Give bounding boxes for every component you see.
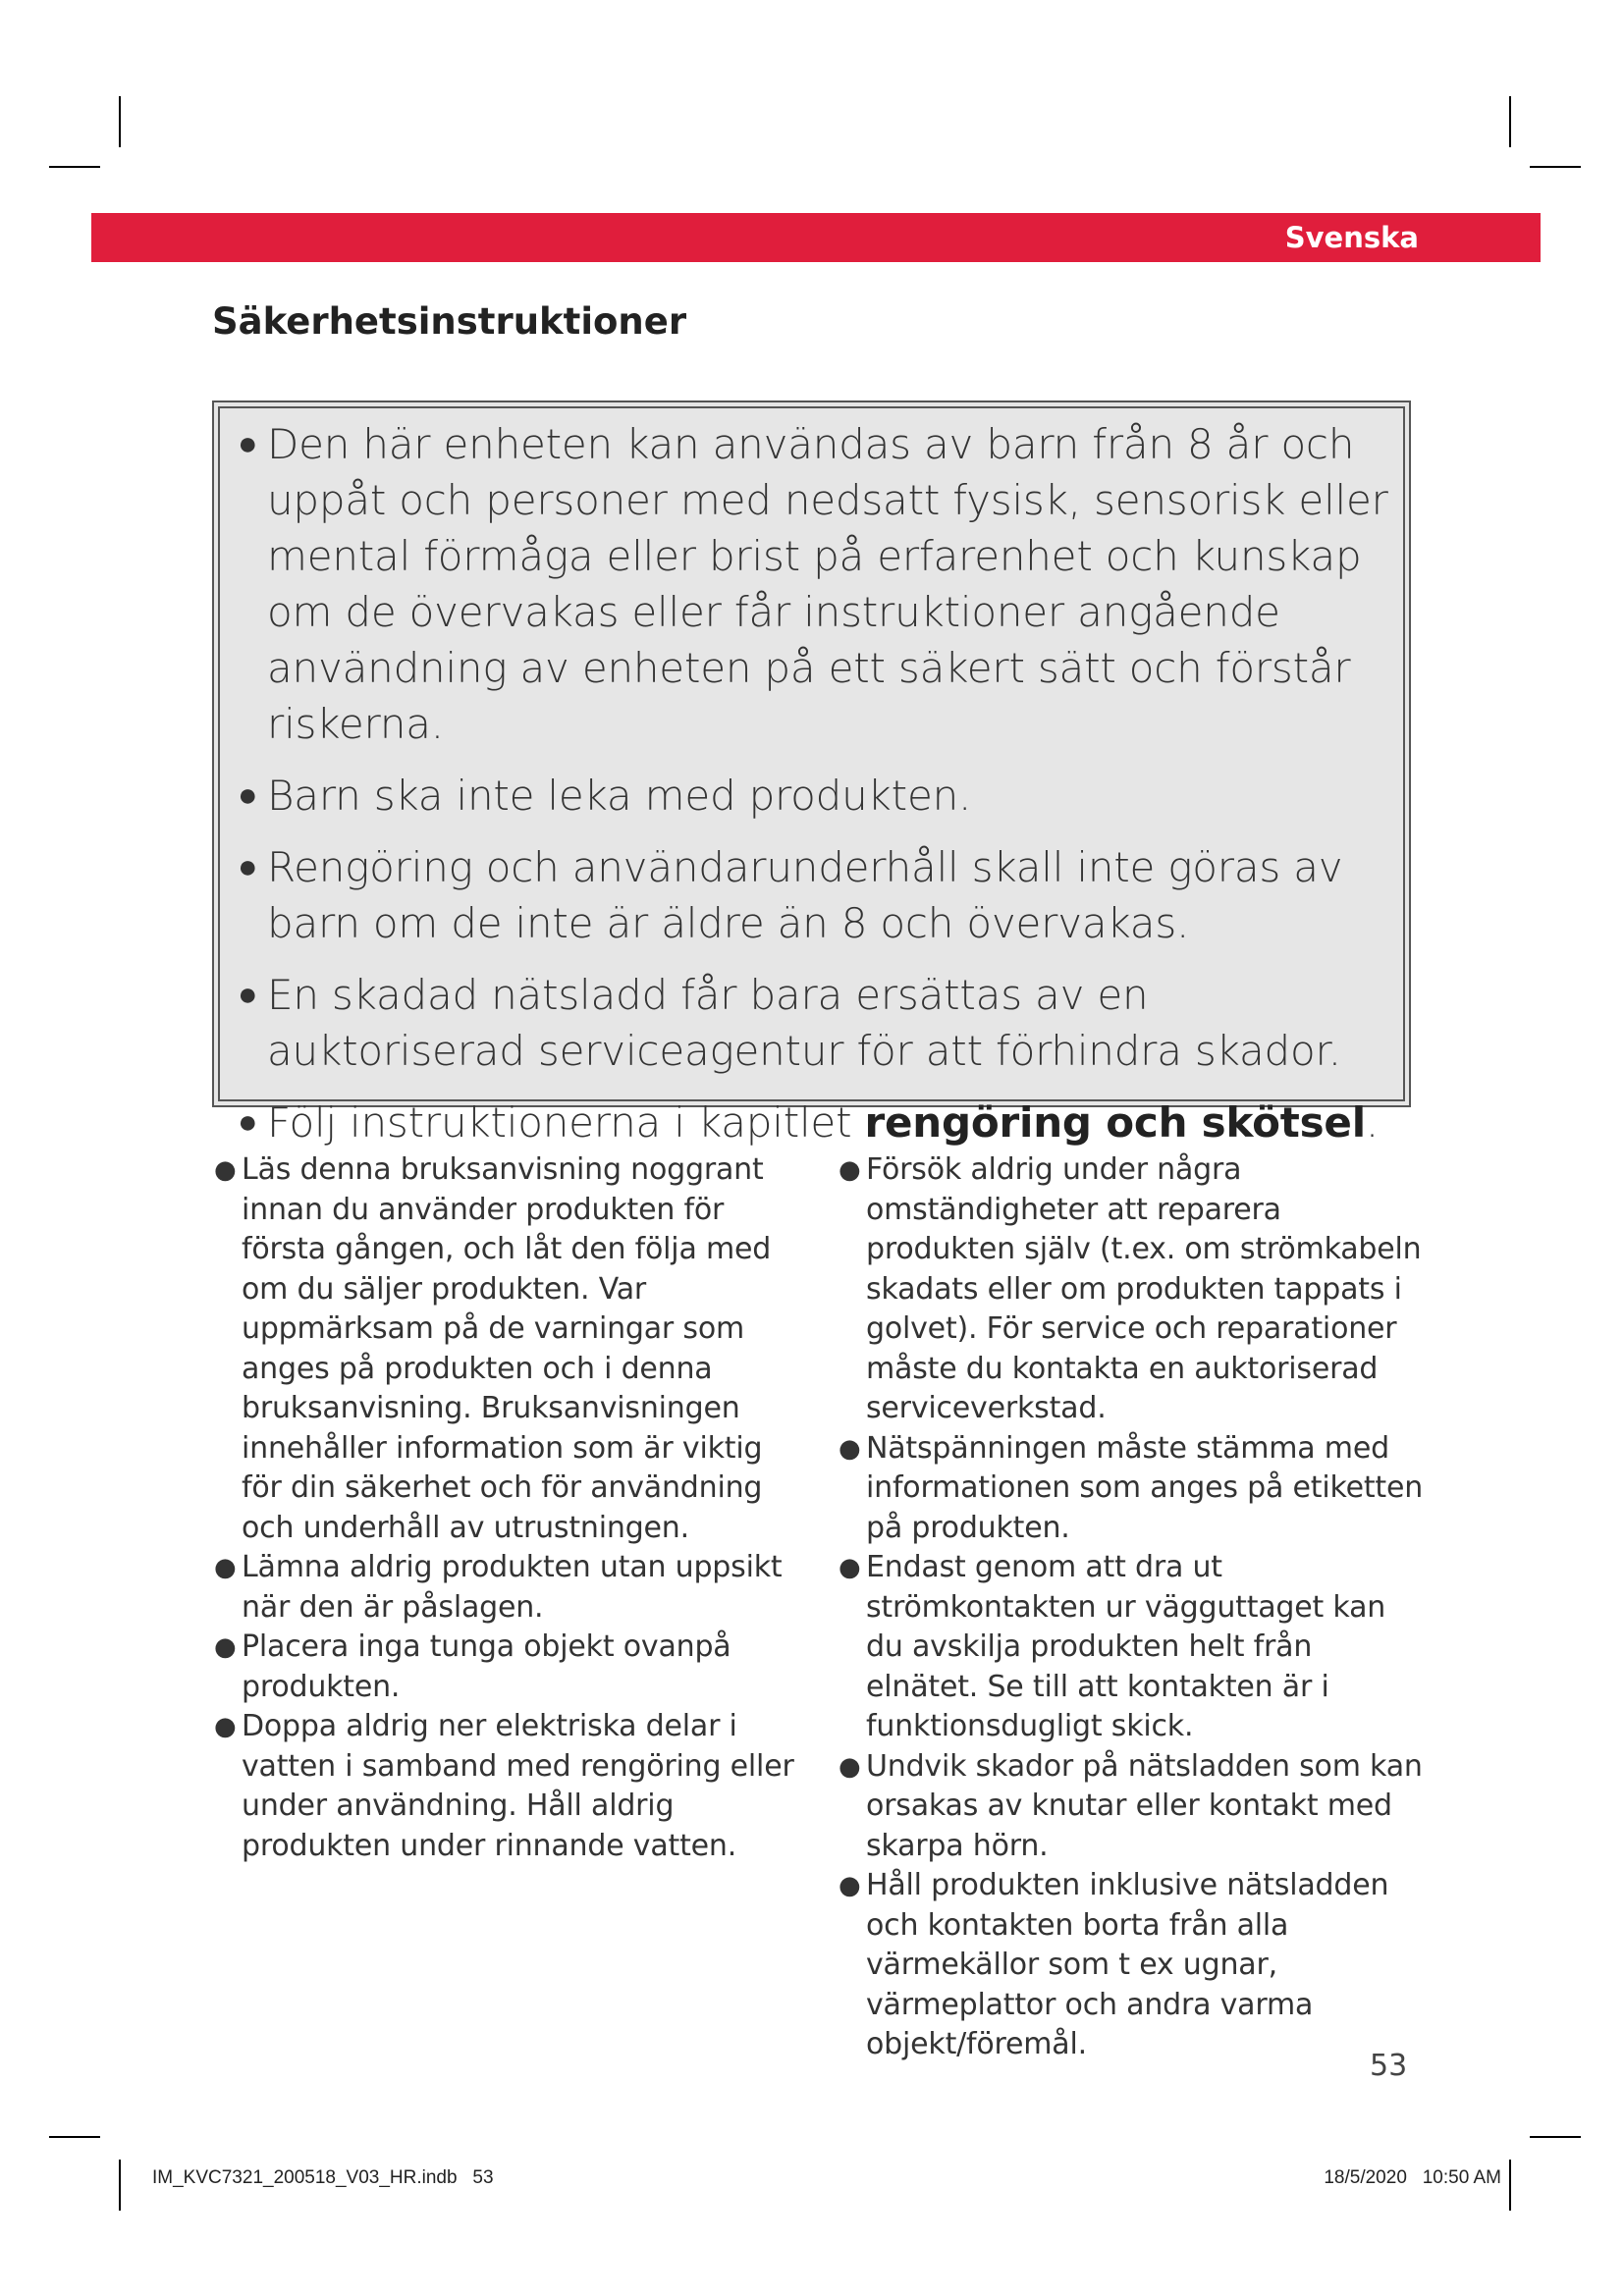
bullet-icon: ● <box>214 1553 237 1582</box>
right-column <box>837 1150 1426 2065</box>
warning-text-end: . <box>1365 1098 1380 1147</box>
left-instruction-list <box>212 1150 801 1866</box>
bullet-icon: ● <box>214 1632 237 1662</box>
bullet-icon: ● <box>214 1155 237 1185</box>
warning-item <box>238 768 1389 824</box>
list-item-text: Nätspänningen måste stämma med informationen som anges på etiketten på produkten. <box>866 1430 1424 1545</box>
list-item <box>212 1628 801 1707</box>
bullet-icon: ● <box>238 847 258 886</box>
list-item-text: Doppa aldrig ner elektriska delar i vatten i samband med rengöring eller under användning. Håll aldrig produkten under rinnande vatten. <box>242 1709 794 1863</box>
warning-bold-text: rengöring och skötsel <box>864 1098 1366 1147</box>
list-item-text: Endast genom att dra ut strömkontakten ur vägguttaget kan du avskilja produkten helt från elnätet. Se till att kontakten är i funktionsdugligt skick. <box>866 1550 1386 1743</box>
list-item-text: Undvik skador på nätsladden som kan orsakas av knutar eller kontakt med skarpa hörn. <box>866 1748 1423 1863</box>
warning-text: Barn ska inte leka med produkten. <box>267 772 972 820</box>
bullet-icon: ● <box>238 424 258 463</box>
bullet-icon: ● <box>238 775 258 815</box>
list-item <box>212 1150 801 1548</box>
list-item <box>837 1548 1426 1747</box>
list-item-text: Håll produkten inklusive nätsladden och kontakten borta från alla värmekällor som t ex ugnar, värmeplattor och andra varma objekt/föremål. <box>866 1868 1389 2061</box>
list-item-text: Placera inga tunga objekt ovanpå produkten. <box>242 1629 731 1704</box>
bullet-icon: ● <box>214 1712 237 1741</box>
footer-file-info <box>152 2167 494 2189</box>
crop-mark-bottom-left-horizontal <box>49 2136 100 2138</box>
warning-text: Följ instruktionerna i kapitlet <box>267 1098 865 1147</box>
list-item-text: Lämna aldrig produkten utan uppsikt när den är påslagen. <box>242 1550 783 1625</box>
safety-warning-box <box>212 400 1411 1147</box>
section-title: Säkerhetsinstruktioner <box>212 300 687 343</box>
crop-mark-top-left-horizontal <box>49 166 100 168</box>
footer-file-text: IM_KVC7321_200518_V03_HR.indb 53 <box>152 2167 494 2188</box>
bullet-icon: ● <box>839 1871 861 1900</box>
warning-list <box>238 416 1389 1150</box>
crop-mark-bottom-left-vertical <box>119 2160 121 2211</box>
bullet-icon: ● <box>839 1433 861 1464</box>
crop-mark-top-left-vertical <box>119 96 121 147</box>
list-item <box>212 1707 801 1866</box>
list-item <box>837 1866 1426 2065</box>
warning-text: Den här enheten kan användas av barn från 8 år och uppåt och personer med nedsatt fysisk, sensorisk eller mental förmåga eller brist på erfarenhet och kunskap om de övervakas eller får instruktioner angående användning av enheten på ett säkert sätt och förstår riskerna. <box>267 420 1388 748</box>
language-header-bar <box>91 213 1541 262</box>
list-item-text: Läs denna bruksanvisning noggrant innan du använder produkten för första gången, och låt den följa med om du säljer produkten. Var uppmärksam på de varningar som anges på produkten och i denna bruksanvisning. Bruksanvisningen innehåller information som är viktig för din säkerhet och för användning och underhåll av utrustningen. <box>242 1152 772 1545</box>
list-item <box>837 1747 1426 1867</box>
bullet-icon: ● <box>238 975 258 1014</box>
crop-mark-bottom-right-horizontal <box>1530 2136 1581 2138</box>
warning-item <box>238 1095 1389 1150</box>
crop-mark-top-right-horizontal <box>1530 166 1581 168</box>
right-instruction-list <box>837 1150 1426 2065</box>
bullet-icon: ● <box>839 1155 861 1185</box>
language-label: Svenska <box>1284 221 1419 254</box>
footer-date-info <box>1324 2167 1501 2189</box>
crop-mark-bottom-right-vertical <box>1509 2160 1511 2211</box>
warning-item <box>238 967 1389 1079</box>
crop-mark-top-right-vertical <box>1509 96 1511 147</box>
warning-item <box>238 416 1389 752</box>
footer-date-text: 18/5/2020 10:50 AM <box>1324 2167 1501 2188</box>
list-item <box>837 1150 1426 1429</box>
list-item-text: Försök aldrig under några omständigheter att reparera produkten själv (t.ex. om strömkabeln skadats eller om produkten tappats i golvet). För service och reparationer måste du kontakta en auktoriserad serviceverkstad. <box>866 1152 1422 1425</box>
warning-text: En skadad nätsladd får bara ersättas av en auktoriserad serviceagentur för att förhindra skador. <box>267 971 1341 1075</box>
warning-text: Rengöring och användarunderhåll skall inte göras av barn om de inte är äldre än 8 och övervakas. <box>267 843 1343 947</box>
bullet-icon: ● <box>238 1102 258 1142</box>
bullet-icon: ● <box>839 1751 861 1782</box>
bullet-icon: ● <box>839 1553 861 1582</box>
left-column <box>212 1150 801 1866</box>
warning-item <box>238 839 1389 951</box>
list-item <box>837 1429 1426 1549</box>
page-number: 53 <box>1370 2049 1408 2083</box>
list-item <box>212 1548 801 1628</box>
